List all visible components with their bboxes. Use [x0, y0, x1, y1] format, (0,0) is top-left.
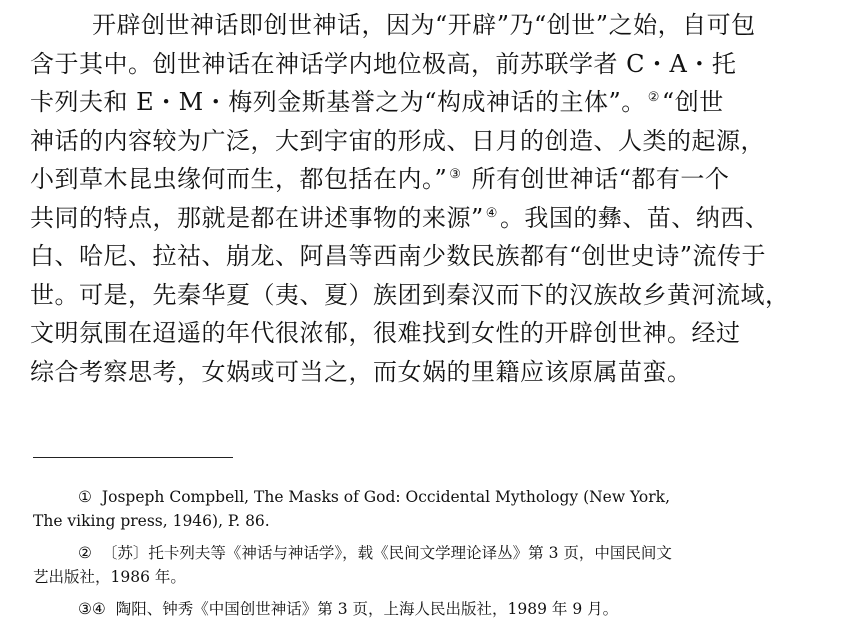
text-line-content: 开辟创世神话即创世神话，因为“开辟”乃“创世”之始，自可包 [92, 11, 756, 39]
text-line-content: 小到草木昆虫缘何而生，都包括在内。” [30, 165, 448, 193]
text-line-content: 白、哈尼、拉祜、崩龙、阿昌等西南少数民族都有“创世史诗”流传于 [30, 242, 767, 270]
text-line-content: 所有创世神话“都有一个 [463, 165, 730, 193]
footnote-marker: ④ [485, 205, 498, 221]
text-line [30, 237, 835, 276]
footnote-item [33, 541, 838, 589]
footnote-number: ① [78, 488, 92, 506]
footnote-number: ② [78, 544, 92, 562]
text-line-content: 含于其中。创世神话在神话学内地位极高，前苏联学者 C・A・托 [30, 49, 737, 78]
footnote-line [33, 509, 838, 533]
footnote-line [33, 541, 838, 565]
footnote-item [33, 597, 838, 621]
text-line [30, 276, 835, 315]
text-line-content: 共同的特点，那就是都在讲述事物的来源” [30, 203, 484, 232]
text-line [30, 122, 835, 161]
footnote-line [33, 485, 838, 509]
footnote-text: 〔苏〕托卡列夫等《神话与神话学》，载《民间文学理论译丛》第 3 页，中国民间文 [101, 544, 672, 562]
footnote-divider [33, 457, 233, 458]
footnote-marker: ② [647, 90, 660, 105]
text-line [30, 314, 835, 353]
footnote-text: The viking press, 1946), P. 86. [33, 512, 270, 530]
text-line [30, 160, 835, 199]
footnote-line [33, 565, 838, 589]
text-line [30, 45, 835, 84]
footnote-line [33, 597, 838, 621]
text-line-content: 世。可是，先秦华夏（夷、夏）族团到秦汉而下的汉族故乡黄河流域， [30, 280, 790, 309]
footnote-item [33, 485, 838, 533]
footnote-text: Jospeph Compbell, The Masks of God: Occidental Mythology (New York, [101, 488, 670, 506]
text-line-content: 文明氛围在迢遥的年代很浓郁，很难找到女性的开辟创世神。经过 [30, 319, 741, 347]
footnote-number: ③④ [78, 600, 106, 618]
footnote-marker: ③ [449, 167, 462, 182]
text-line-content: 神话的内容较为广泛，大到宇宙的形成、日月的创造、人类的起源， [30, 126, 765, 155]
footnotes [33, 485, 838, 629]
text-line-content: 综合考察思考，女娲或可当之，而女娲的里籍应该原属苗蛮。 [30, 357, 692, 386]
text-line-content: “创世 [661, 88, 724, 116]
text-line [30, 199, 835, 238]
text-line-content: 卡列夫和 E・M・梅列金斯基誉之为“构成神话的主体”。 [30, 88, 646, 116]
main-paragraph [30, 6, 835, 391]
text-line [30, 353, 835, 392]
footnote-text: 艺出版社，1986 年。 [33, 568, 186, 586]
text-line-content: 。我国的彝、苗、纳西、 [499, 203, 770, 232]
text-line [30, 83, 835, 122]
footnote-text: 陶阳、钟秀《中国创世神话》第 3 页，上海人民出版社，1989 年 9 月。 [115, 600, 619, 618]
text-line [30, 6, 835, 45]
